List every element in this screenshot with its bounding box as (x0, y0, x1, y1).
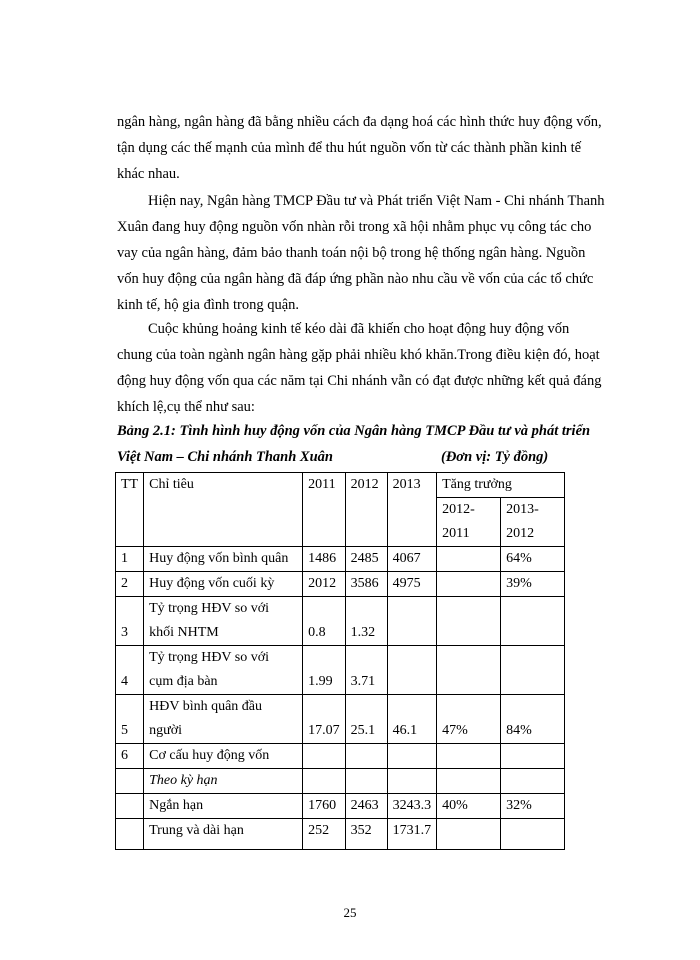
table-caption-branch: Việt Nam – Chi nhánh Thanh Xuân (117, 449, 333, 465)
cell-2011: 1486 (303, 547, 346, 572)
text-line: tận dụng các thế mạnh của mình để thu hút nguồn vốn từ các thành phần kinh tế (117, 140, 582, 156)
cell-growth-2 (501, 597, 565, 646)
cell-growth-1: 47% (437, 695, 501, 744)
cell-growth-2 (501, 744, 565, 769)
table-row (116, 646, 565, 695)
cell-growth-1 (437, 597, 501, 646)
cell-growth-1: 40% (437, 794, 501, 819)
text-line: khích lệ,cụ thể như sau: (117, 399, 255, 415)
cell-tt: 2 (116, 572, 144, 597)
header-growth-2013-2012-a: 2013- (506, 502, 539, 517)
cell-growth-1 (437, 572, 501, 597)
cell-growth-2: 32% (501, 794, 565, 819)
table-caption-unit: (Đơn vị: Tỷ đồng) (441, 449, 549, 465)
cell-growth-2: 84% (501, 695, 565, 744)
cell-growth-2: 39% (501, 572, 565, 597)
cell-2011: 17.07 (303, 695, 346, 744)
table-row (116, 769, 565, 794)
cell-growth-1 (437, 744, 501, 769)
cell-2013: 4975 (387, 572, 437, 597)
cell-label: Theo kỳ hạn (144, 769, 303, 794)
cell-2013 (387, 769, 437, 794)
cell-2011 (303, 744, 346, 769)
text-line: động huy động vốn qua các năm tại Chi nhánh vẫn có đạt được những kết quả đáng (117, 373, 602, 389)
cell-label: Trung và dài hạn (144, 819, 303, 850)
header-growth-2013-2012 (501, 498, 565, 547)
cell-2011: 0.8 (303, 597, 346, 646)
cell-label-line1: HĐV bình quân đầu (149, 699, 263, 714)
table-caption (117, 418, 637, 470)
cell-growth-1 (437, 769, 501, 794)
cell-2013 (387, 646, 437, 695)
cell-label: Huy động vốn bình quân (144, 547, 303, 572)
cell-2012: 2463 (345, 794, 387, 819)
table-row (116, 547, 565, 572)
cell-2013 (387, 597, 437, 646)
paragraph-intro (117, 109, 637, 187)
text-line: khác nhau. (117, 166, 180, 182)
cell-2012: 2485 (345, 547, 387, 572)
cell-2011: 1760 (303, 794, 346, 819)
header-growth: Tăng trưởng (437, 473, 565, 498)
cell-2012 (345, 769, 387, 794)
cell-growth-2 (501, 769, 565, 794)
cell-2013: 3243.3 (387, 794, 437, 819)
cell-2011: 2012 (303, 572, 346, 597)
cell-2011: 1.99 (303, 646, 346, 695)
text-line: Hiện nay, Ngân hàng TMCP Đầu tư và Phát triển Việt Nam - Chi nhánh Thanh (148, 193, 605, 209)
header-2013: 2013 (387, 473, 437, 547)
cell-tt (116, 819, 144, 850)
header-2011: 2011 (303, 473, 346, 547)
cell-2012: 352 (345, 819, 387, 850)
cell-label-line1: Tỷ trọng HĐV so với (149, 601, 270, 616)
header-growth-2012-2011 (437, 498, 501, 547)
cell-growth-2 (501, 646, 565, 695)
table-row (116, 597, 565, 646)
cell-2012: 3586 (345, 572, 387, 597)
table-row (116, 744, 565, 769)
cell-growth-1 (437, 547, 501, 572)
table-header-row (116, 473, 565, 498)
text-line: vay của ngân hàng, đảm bảo thanh toán nội bộ trong hệ thống ngân hàng. Nguồn (117, 245, 586, 261)
table-row (116, 794, 565, 819)
text-line: Cuộc khủng hoảng kinh tế kéo dài đã khiến cho hoạt động huy động vốn (148, 321, 570, 337)
cell-label-line1: Tỷ trọng HĐV so với (149, 650, 270, 665)
cell-tt (116, 769, 144, 794)
cell-tt: 3 (116, 597, 144, 646)
header-growth-2012-2011-b: 2011 (442, 526, 470, 541)
cell-label (144, 597, 303, 646)
cell-label (144, 646, 303, 695)
cell-label: Cơ cấu huy động vốn (144, 744, 303, 769)
cell-2013: 1731.7 (387, 819, 437, 850)
page-number: 25 (343, 905, 357, 920)
text-line: Xuân đang huy động nguồn vốn nhàn rỗi trong xã hội nhằm phục vụ công tác cho (117, 219, 592, 235)
cell-growth-2 (501, 819, 565, 850)
table-row (116, 572, 565, 597)
cell-tt: 5 (116, 695, 144, 744)
cell-tt: 6 (116, 744, 144, 769)
cell-growth-2: 64% (501, 547, 565, 572)
cell-label-line2: cụm địa bàn (149, 674, 218, 689)
table-caption-line1: Bảng 2.1: Tình hình huy động vốn của Ngân hàng TMCP Đầu tư và phát triển (117, 423, 591, 439)
cell-growth-1 (437, 819, 501, 850)
text-line: vốn huy động của ngân hàng đã đáp ứng phần nào nhu cầu về vốn của các tổ chức (117, 271, 594, 287)
cell-2012 (345, 744, 387, 769)
header-tt: TT (116, 473, 144, 547)
cell-label-line2: khối NHTM (149, 625, 219, 640)
cell-2013: 46.1 (387, 695, 437, 744)
text-line: chung của toàn ngành ngân hàng gặp phải nhiều khó khăn.Trong điều kiện đó, hoạt (117, 347, 600, 363)
header-2012: 2012 (345, 473, 387, 547)
cell-label: Ngắn hạn (144, 794, 303, 819)
text-line: ngân hàng, ngân hàng đã bằng nhiều cách đa dạng hoá các hình thức huy động vốn, (117, 114, 602, 130)
cell-label-line2: người (149, 723, 182, 738)
cell-label (144, 695, 303, 744)
text-line: kinh tế, hộ gia đình trong quận. (117, 297, 300, 313)
table-row (116, 819, 565, 850)
cell-2012: 1.32 (345, 597, 387, 646)
cell-tt (116, 794, 144, 819)
table-caption-line2 (117, 444, 637, 470)
header-growth-2013-2012-b: 2012 (506, 526, 535, 541)
cell-label: Huy động vốn cuối kỳ (144, 572, 303, 597)
cell-2013: 4067 (387, 547, 437, 572)
table-row (116, 695, 565, 744)
capital-mobilization-table (115, 472, 565, 850)
cell-2013 (387, 744, 437, 769)
cell-2011: 252 (303, 819, 346, 850)
cell-2011 (303, 769, 346, 794)
cell-tt: 1 (116, 547, 144, 572)
cell-tt: 4 (116, 646, 144, 695)
paragraph-current-status (117, 188, 637, 318)
paragraph-crisis (117, 316, 637, 420)
cell-2012: 25.1 (345, 695, 387, 744)
header-growth-2012-2011-a: 2012- (442, 502, 475, 517)
header-chi-tieu: Chỉ tiêu (144, 473, 303, 547)
cell-2012: 3.71 (345, 646, 387, 695)
cell-growth-1 (437, 646, 501, 695)
